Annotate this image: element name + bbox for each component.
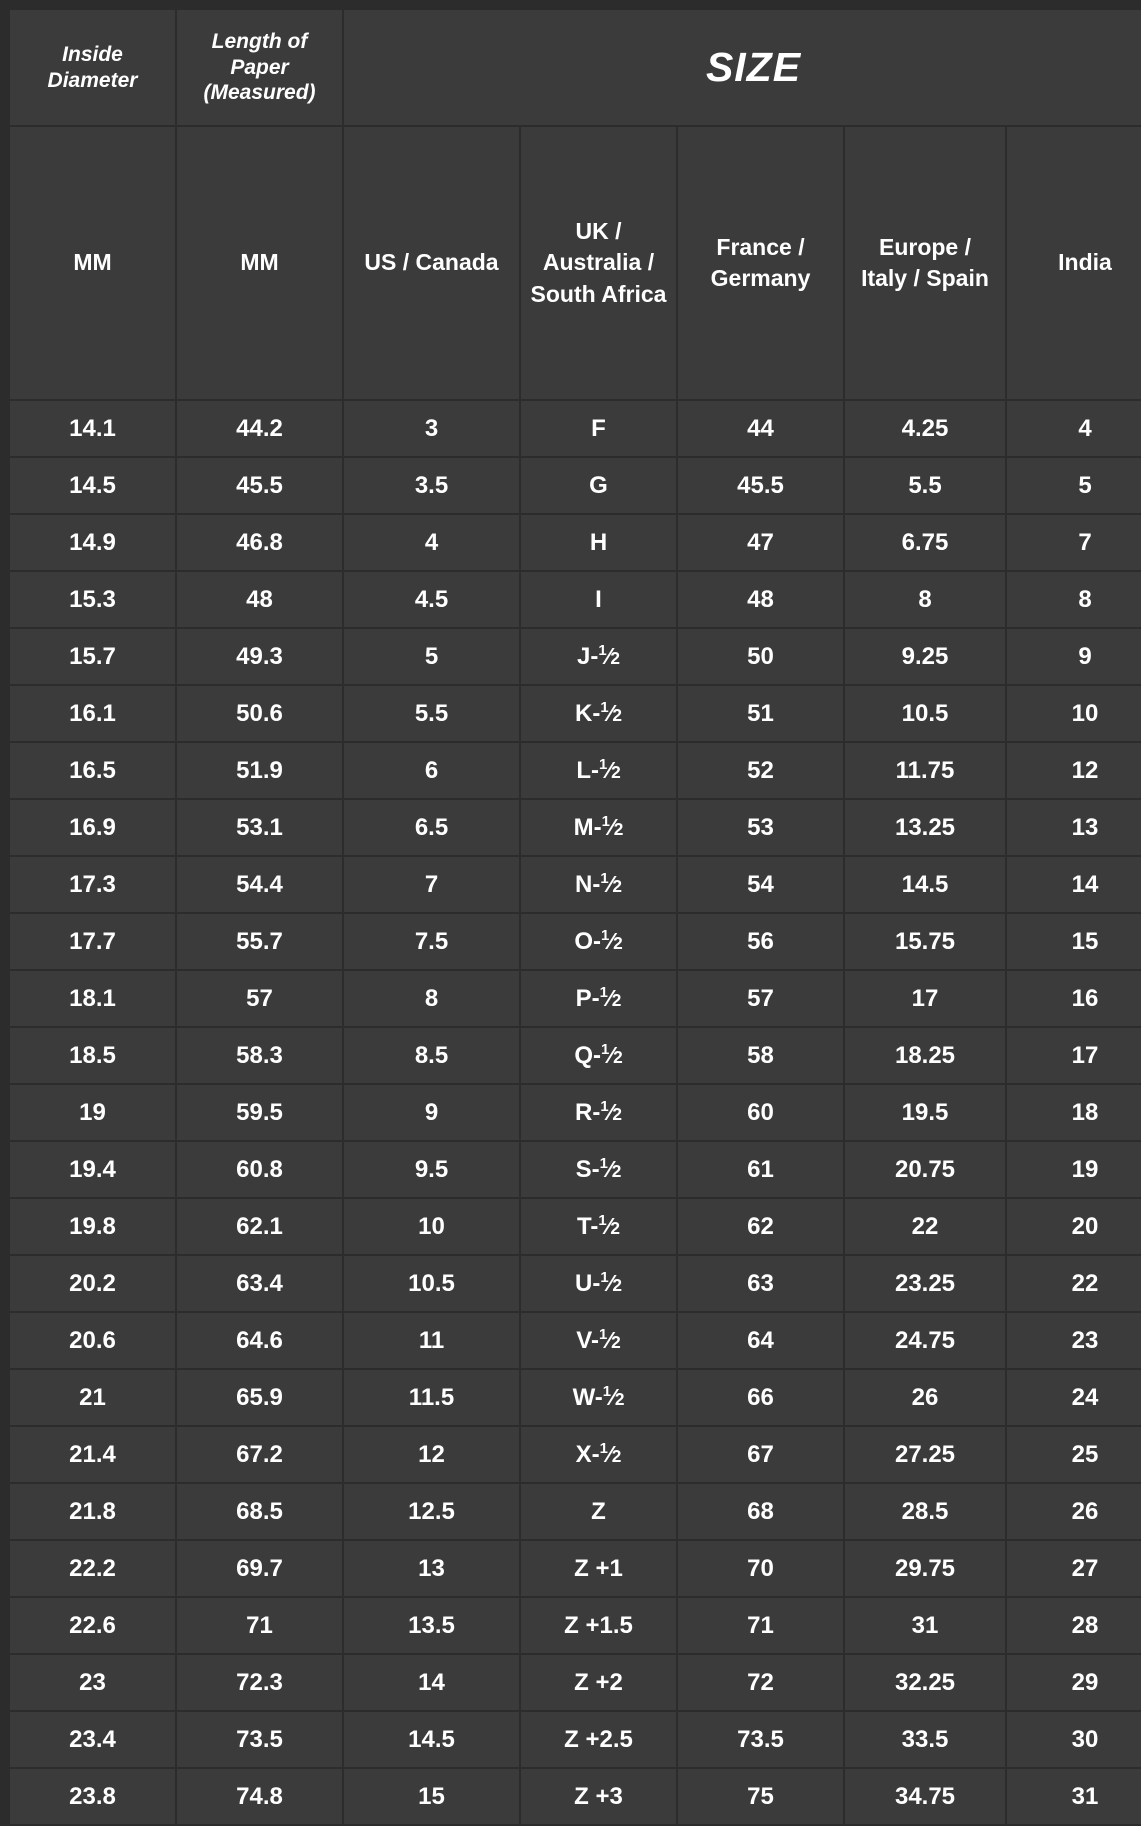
cell-france-germany: 56 xyxy=(678,914,843,969)
cell-france-germany: 72 xyxy=(678,1655,843,1710)
cell-india: 25 xyxy=(1007,1427,1141,1482)
cell-mm-paper: 57 xyxy=(177,971,342,1026)
cell-france-germany: 61 xyxy=(678,1142,843,1197)
cell-us-canada: 14.5 xyxy=(344,1712,519,1767)
cell-us-canada: 14 xyxy=(344,1655,519,1710)
cell-uk-australia-south-africa: X-$^1$⁄2 xyxy=(521,1427,676,1482)
cell-us-canada: 6 xyxy=(344,743,519,798)
cell-europe-italy-spain: 27.25 xyxy=(845,1427,1005,1482)
cell-europe-italy-spain: 31 xyxy=(845,1598,1005,1653)
table-row xyxy=(10,1370,1141,1425)
cell-europe-italy-spain: 9.25 xyxy=(845,629,1005,684)
cell-us-canada: 3 xyxy=(344,401,519,456)
column-header-label: UK / Australia / South Africa xyxy=(530,218,667,307)
cell-mm-paper: 53.1 xyxy=(177,800,342,855)
cell-us-canada: 13 xyxy=(344,1541,519,1596)
table-row xyxy=(10,1655,1141,1710)
column-header-france-germany xyxy=(678,127,843,399)
cell-mm-diameter: 20.6 xyxy=(10,1313,175,1368)
table-row xyxy=(10,1769,1141,1824)
cell-mm-diameter: 19 xyxy=(10,1085,175,1140)
table-row xyxy=(10,971,1141,1026)
cell-mm-diameter: 16.1 xyxy=(10,686,175,741)
cell-us-canada: 5 xyxy=(344,629,519,684)
table-row xyxy=(10,857,1141,912)
cell-india: 29 xyxy=(1007,1655,1141,1710)
cell-mm-diameter: 18.1 xyxy=(10,971,175,1026)
cell-uk-australia-south-africa: T-$^1$⁄2 xyxy=(521,1199,676,1254)
cell-mm-diameter: 15.7 xyxy=(10,629,175,684)
header-length-of-paper-label: Length of Paper (Measured) xyxy=(203,30,316,105)
table-row xyxy=(10,743,1141,798)
column-header-label: India xyxy=(1058,249,1112,276)
cell-mm-diameter: 23.8 xyxy=(10,1769,175,1824)
cell-india: 31 xyxy=(1007,1769,1141,1824)
table-row xyxy=(10,800,1141,855)
table-header-row-units xyxy=(10,127,1141,399)
cell-france-germany: 70 xyxy=(678,1541,843,1596)
column-header-mm-paper xyxy=(177,127,342,399)
cell-india: 14 xyxy=(1007,857,1141,912)
cell-india: 13 xyxy=(1007,800,1141,855)
table-row xyxy=(10,1142,1141,1197)
cell-europe-italy-spain: 28.5 xyxy=(845,1484,1005,1539)
cell-europe-italy-spain: 34.75 xyxy=(845,1769,1005,1824)
cell-mm-diameter: 17.7 xyxy=(10,914,175,969)
cell-mm-paper: 68.5 xyxy=(177,1484,342,1539)
cell-uk-australia-south-africa: Z +2.5 xyxy=(521,1712,676,1767)
cell-europe-italy-spain: 26 xyxy=(845,1370,1005,1425)
cell-mm-paper: 60.8 xyxy=(177,1142,342,1197)
table-row xyxy=(10,1712,1141,1767)
header-inside-diameter-label: Inside Diameter xyxy=(47,42,138,92)
cell-europe-italy-spain: 32.25 xyxy=(845,1655,1005,1710)
cell-france-germany: 63 xyxy=(678,1256,843,1311)
table-row xyxy=(10,1085,1141,1140)
cell-uk-australia-south-africa: U-$^1$⁄2 xyxy=(521,1256,676,1311)
cell-us-canada: 11.5 xyxy=(344,1370,519,1425)
cell-europe-italy-spain: 14.5 xyxy=(845,857,1005,912)
cell-mm-paper: 64.6 xyxy=(177,1313,342,1368)
cell-india: 22 xyxy=(1007,1256,1141,1311)
cell-india: 16 xyxy=(1007,971,1141,1026)
cell-europe-italy-spain: 19.5 xyxy=(845,1085,1005,1140)
cell-uk-australia-south-africa: M-$^1$⁄2 xyxy=(521,800,676,855)
cell-us-canada: 12 xyxy=(344,1427,519,1482)
cell-us-canada: 7 xyxy=(344,857,519,912)
cell-mm-paper: 51.9 xyxy=(177,743,342,798)
cell-us-canada: 9 xyxy=(344,1085,519,1140)
table-body xyxy=(10,401,1141,1824)
table-row xyxy=(10,401,1141,456)
cell-india: 20 xyxy=(1007,1199,1141,1254)
cell-mm-paper: 63.4 xyxy=(177,1256,342,1311)
cell-uk-australia-south-africa: S-$^1$⁄2 xyxy=(521,1142,676,1197)
cell-us-canada: 4 xyxy=(344,515,519,570)
cell-europe-italy-spain: 33.5 xyxy=(845,1712,1005,1767)
cell-europe-italy-spain: 24.75 xyxy=(845,1313,1005,1368)
cell-france-germany: 44 xyxy=(678,401,843,456)
cell-india: 17 xyxy=(1007,1028,1141,1083)
cell-india: 9 xyxy=(1007,629,1141,684)
cell-france-germany: 68 xyxy=(678,1484,843,1539)
cell-uk-australia-south-africa: I xyxy=(521,572,676,627)
cell-india: 12 xyxy=(1007,743,1141,798)
cell-mm-diameter: 14.1 xyxy=(10,401,175,456)
cell-europe-italy-spain: 29.75 xyxy=(845,1541,1005,1596)
cell-europe-italy-spain: 6.75 xyxy=(845,515,1005,570)
table-row xyxy=(10,1598,1141,1653)
cell-us-canada: 13.5 xyxy=(344,1598,519,1653)
cell-uk-australia-south-africa: G xyxy=(521,458,676,513)
column-header-uk-australia-south-africa xyxy=(521,127,676,399)
cell-india: 4 xyxy=(1007,401,1141,456)
cell-uk-australia-south-africa: R-$^1$⁄2 xyxy=(521,1085,676,1140)
cell-mm-paper: 45.5 xyxy=(177,458,342,513)
table-row xyxy=(10,1484,1141,1539)
cell-france-germany: 53 xyxy=(678,800,843,855)
cell-mm-diameter: 21 xyxy=(10,1370,175,1425)
column-header-label: France / Germany xyxy=(710,233,811,291)
cell-france-germany: 50 xyxy=(678,629,843,684)
cell-uk-australia-south-africa: Z +1.5 xyxy=(521,1598,676,1653)
cell-europe-italy-spain: 11.75 xyxy=(845,743,1005,798)
cell-europe-italy-spain: 13.25 xyxy=(845,800,1005,855)
cell-uk-australia-south-africa: W-$^1$⁄2 xyxy=(521,1370,676,1425)
table-row xyxy=(10,458,1141,513)
cell-europe-italy-spain: 4.25 xyxy=(845,401,1005,456)
cell-europe-italy-spain: 8 xyxy=(845,572,1005,627)
cell-india: 7 xyxy=(1007,515,1141,570)
cell-mm-paper: 62.1 xyxy=(177,1199,342,1254)
cell-mm-diameter: 16.5 xyxy=(10,743,175,798)
cell-mm-paper: 72.3 xyxy=(177,1655,342,1710)
column-header-us-canada xyxy=(344,127,519,399)
cell-us-canada: 8 xyxy=(344,971,519,1026)
cell-mm-paper: 73.5 xyxy=(177,1712,342,1767)
cell-uk-australia-south-africa: Z +2 xyxy=(521,1655,676,1710)
cell-mm-diameter: 19.8 xyxy=(10,1199,175,1254)
cell-france-germany: 51 xyxy=(678,686,843,741)
cell-india: 27 xyxy=(1007,1541,1141,1596)
cell-mm-paper: 55.7 xyxy=(177,914,342,969)
header-size xyxy=(344,10,1141,125)
cell-uk-australia-south-africa: N-$^1$⁄2 xyxy=(521,857,676,912)
table-row xyxy=(10,1028,1141,1083)
cell-mm-paper: 50.6 xyxy=(177,686,342,741)
cell-mm-diameter: 21.8 xyxy=(10,1484,175,1539)
cell-france-germany: 67 xyxy=(678,1427,843,1482)
cell-uk-australia-south-africa: V-$^1$⁄2 xyxy=(521,1313,676,1368)
column-header-label: MM xyxy=(240,249,279,276)
cell-europe-italy-spain: 22 xyxy=(845,1199,1005,1254)
cell-uk-australia-south-africa: Q-$^1$⁄2 xyxy=(521,1028,676,1083)
cell-india: 8 xyxy=(1007,572,1141,627)
table-row xyxy=(10,572,1141,627)
header-length-of-paper xyxy=(177,10,342,125)
cell-us-canada: 4.5 xyxy=(344,572,519,627)
cell-uk-australia-south-africa: Z +3 xyxy=(521,1769,676,1824)
cell-india: 26 xyxy=(1007,1484,1141,1539)
table-row xyxy=(10,1541,1141,1596)
table-row xyxy=(10,1256,1141,1311)
table-row xyxy=(10,686,1141,741)
cell-mm-diameter: 19.4 xyxy=(10,1142,175,1197)
cell-mm-diameter: 22.2 xyxy=(10,1541,175,1596)
cell-mm-paper: 69.7 xyxy=(177,1541,342,1596)
cell-france-germany: 62 xyxy=(678,1199,843,1254)
cell-france-germany: 47 xyxy=(678,515,843,570)
cell-europe-italy-spain: 17 xyxy=(845,971,1005,1026)
cell-mm-paper: 54.4 xyxy=(177,857,342,912)
cell-france-germany: 57 xyxy=(678,971,843,1026)
cell-us-canada: 5.5 xyxy=(344,686,519,741)
table-row xyxy=(10,1427,1141,1482)
cell-us-canada: 6.5 xyxy=(344,800,519,855)
cell-france-germany: 60 xyxy=(678,1085,843,1140)
cell-mm-diameter: 23 xyxy=(10,1655,175,1710)
cell-uk-australia-south-africa: H xyxy=(521,515,676,570)
cell-us-canada: 3.5 xyxy=(344,458,519,513)
cell-india: 28 xyxy=(1007,1598,1141,1653)
cell-uk-australia-south-africa: Z +1 xyxy=(521,1541,676,1596)
cell-mm-paper: 49.3 xyxy=(177,629,342,684)
cell-mm-diameter: 14.9 xyxy=(10,515,175,570)
table-header xyxy=(10,10,1141,399)
cell-uk-australia-south-africa: L-$^1$⁄2 xyxy=(521,743,676,798)
cell-mm-paper: 71 xyxy=(177,1598,342,1653)
cell-us-canada: 11 xyxy=(344,1313,519,1368)
column-header-mm-diameter xyxy=(10,127,175,399)
cell-us-canada: 10 xyxy=(344,1199,519,1254)
cell-india: 23 xyxy=(1007,1313,1141,1368)
cell-europe-italy-spain: 23.25 xyxy=(845,1256,1005,1311)
table-row xyxy=(10,1313,1141,1368)
cell-france-germany: 58 xyxy=(678,1028,843,1083)
cell-france-germany: 45.5 xyxy=(678,458,843,513)
cell-uk-australia-south-africa: P-$^1$⁄2 xyxy=(521,971,676,1026)
table-row xyxy=(10,914,1141,969)
cell-mm-diameter: 20.2 xyxy=(10,1256,175,1311)
cell-uk-australia-south-africa: Z xyxy=(521,1484,676,1539)
cell-mm-paper: 59.5 xyxy=(177,1085,342,1140)
cell-mm-diameter: 17.3 xyxy=(10,857,175,912)
cell-europe-italy-spain: 18.25 xyxy=(845,1028,1005,1083)
cell-mm-diameter: 21.4 xyxy=(10,1427,175,1482)
cell-europe-italy-spain: 5.5 xyxy=(845,458,1005,513)
table-row xyxy=(10,515,1141,570)
cell-mm-paper: 44.2 xyxy=(177,401,342,456)
cell-europe-italy-spain: 10.5 xyxy=(845,686,1005,741)
cell-france-germany: 52 xyxy=(678,743,843,798)
cell-france-germany: 66 xyxy=(678,1370,843,1425)
cell-india: 5 xyxy=(1007,458,1141,513)
cell-india: 15 xyxy=(1007,914,1141,969)
cell-mm-diameter: 14.5 xyxy=(10,458,175,513)
cell-france-germany: 75 xyxy=(678,1769,843,1824)
cell-india: 18 xyxy=(1007,1085,1141,1140)
table-row xyxy=(10,629,1141,684)
cell-uk-australia-south-africa: F xyxy=(521,401,676,456)
cell-france-germany: 73.5 xyxy=(678,1712,843,1767)
cell-france-germany: 71 xyxy=(678,1598,843,1653)
cell-us-canada: 15 xyxy=(344,1769,519,1824)
cell-india: 30 xyxy=(1007,1712,1141,1767)
cell-mm-diameter: 15.3 xyxy=(10,572,175,627)
cell-mm-paper: 46.8 xyxy=(177,515,342,570)
header-inside-diameter xyxy=(10,10,175,125)
table-header-row-top xyxy=(10,10,1141,125)
cell-mm-paper: 67.2 xyxy=(177,1427,342,1482)
cell-india: 19 xyxy=(1007,1142,1141,1197)
column-header-label: Europe / Italy / Spain xyxy=(861,233,989,291)
cell-europe-italy-spain: 15.75 xyxy=(845,914,1005,969)
table-row xyxy=(10,1199,1141,1254)
cell-france-germany: 54 xyxy=(678,857,843,912)
cell-mm-diameter: 18.5 xyxy=(10,1028,175,1083)
cell-us-canada: 9.5 xyxy=(344,1142,519,1197)
cell-mm-paper: 48 xyxy=(177,572,342,627)
cell-mm-diameter: 16.9 xyxy=(10,800,175,855)
cell-mm-paper: 58.3 xyxy=(177,1028,342,1083)
cell-europe-italy-spain: 20.75 xyxy=(845,1142,1005,1197)
cell-mm-paper: 74.8 xyxy=(177,1769,342,1824)
cell-mm-diameter: 22.6 xyxy=(10,1598,175,1653)
column-header-europe-italy-spain xyxy=(845,127,1005,399)
cell-mm-paper: 65.9 xyxy=(177,1370,342,1425)
header-size-label: SIZE xyxy=(705,44,802,90)
column-header-india xyxy=(1007,127,1141,399)
cell-mm-diameter: 23.4 xyxy=(10,1712,175,1767)
cell-france-germany: 64 xyxy=(678,1313,843,1368)
cell-india: 10 xyxy=(1007,686,1141,741)
cell-us-canada: 7.5 xyxy=(344,914,519,969)
cell-india: 24 xyxy=(1007,1370,1141,1425)
cell-france-germany: 48 xyxy=(678,572,843,627)
cell-us-canada: 12.5 xyxy=(344,1484,519,1539)
cell-uk-australia-south-africa: O-$^1$⁄2 xyxy=(521,914,676,969)
cell-uk-australia-south-africa: J-$^1$⁄2 xyxy=(521,629,676,684)
column-header-label: MM xyxy=(73,249,112,276)
cell-us-canada: 10.5 xyxy=(344,1256,519,1311)
size-table xyxy=(8,8,1141,1826)
cell-us-canada: 8.5 xyxy=(344,1028,519,1083)
column-header-label: US / Canada xyxy=(364,249,499,276)
cell-uk-australia-south-africa: K-$^1$⁄2 xyxy=(521,686,676,741)
